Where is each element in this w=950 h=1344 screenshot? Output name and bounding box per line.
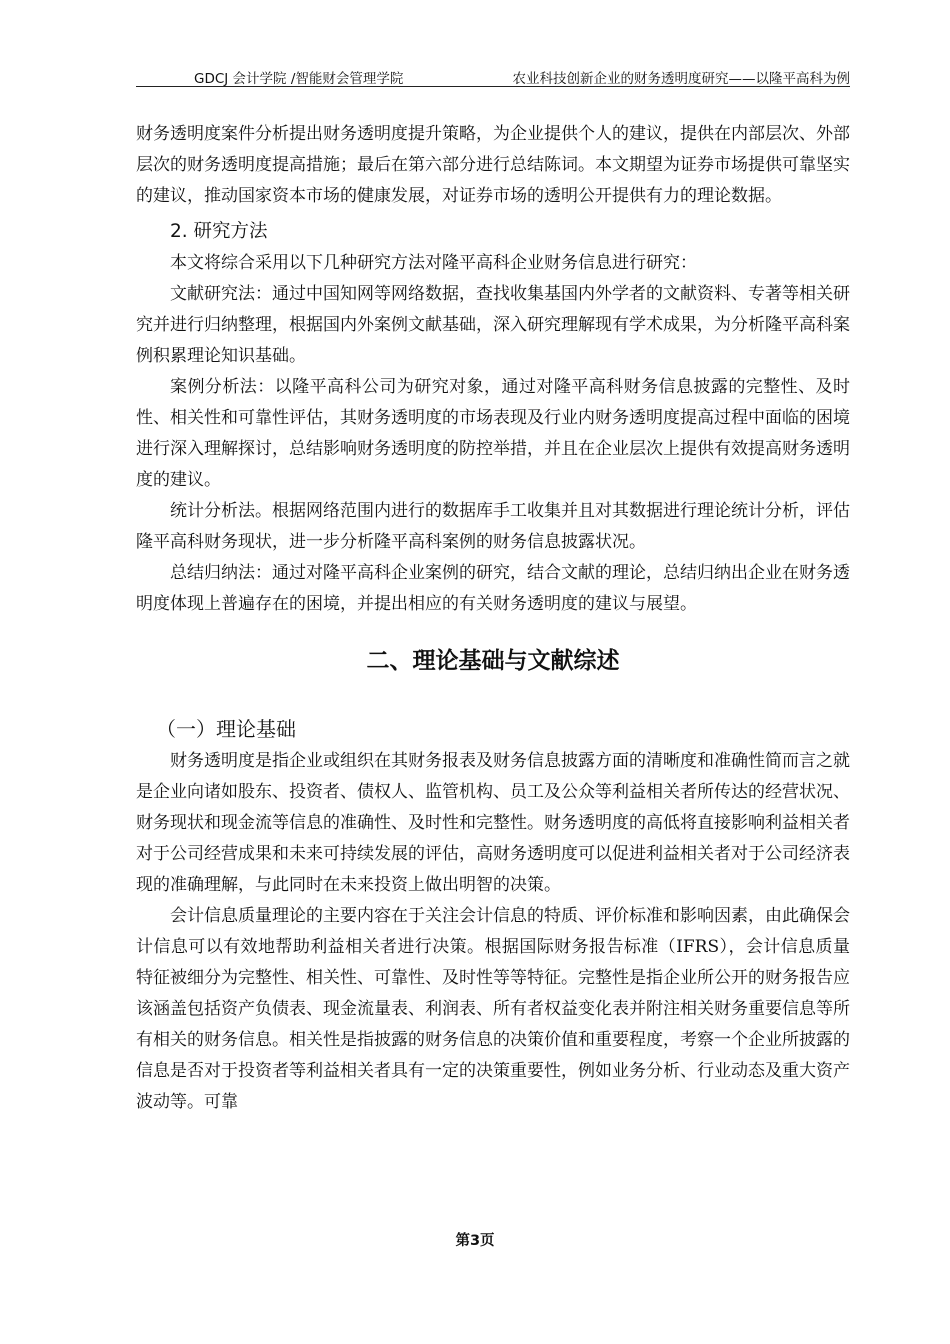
- section-title: （一）理论基础: [156, 717, 296, 741]
- header-thesis-title: 农业科技创新企业的财务透明度研究——以隆平高科为例: [512, 71, 850, 87]
- paragraph-methods-intro: 本文将综合采用以下几种研究方法对隆平高科企业财务信息进行研究：: [170, 253, 697, 273]
- paragraph-induction-method: 总结归纳法：通过对隆平高科企业案例的研究，结合文献的理论，总结归纳出企业在财务透明度体现上普遍存在的困境，并提出相应的有关财务透明度的建议与展望。: [136, 563, 850, 614]
- paragraph-literature-method: 文献研究法：通过中国知网等网络数据，查找收集基国内外学者的文献资料、专著等相关研究并进行归纳整理，根据国内外案例文献基础，深入研究理解现有学术成果，为分析隆平高科案例积累理论知识基础。: [136, 284, 850, 366]
- paragraph-structure-summary: 财务透明度案件分析提出财务透明度提升策略，为企业提供个人的建议，提供在内部层次、外部层次的财务透明度提高措施；最后在第六部分进行总结陈词。本文期望为证券市场提供可靠坚实的建议，推动国家资本市场的健康发展，对证券市场的透明公开提供有力的理论数据。: [136, 124, 850, 206]
- page-header: [136, 66, 850, 87]
- header-institution: GDCJ 会计学院 /智能财会管理学院: [194, 71, 404, 87]
- paragraph-statistics-method: 统计分析法。根据网络范围内进行的数据库手工收集并且对其数据进行理论统计分析，评估隆平高科财务现状，进一步分析隆平高科案例的财务信息披露状况。: [136, 501, 850, 552]
- page-content: [136, 119, 850, 1118]
- paragraph-transparency-definition: 财务透明度是指企业或组织在其财务报表及财务信息披露方面的清晰度和准确性简而言之就是企业向诸如股东、投资者、债权人、监管机构、员工及公众等利益相关者所传达的经营状况、财务现状和现金流等信息的准确性、及时性和完整性。财务透明度的高低将直接影响利益相关者对于公司经营成果和未来可持续发展的评估，高财务透明度可以促进利益相关者对于公司经济表现的准确理解，与此同时在未来投资上做出明智的决策。: [136, 751, 850, 895]
- paragraph-case-method: 案例分析法：以隆平高科公司为研究对象，通过对隆平高科财务信息披露的完整性、及时性、相关性和可靠性评估，其财务透明度的市场表现及行业内财务透明度提高过程中面临的困境进行深入理解探讨，总结影响财务透明度的防控举措，并且在企业层次上提供有效提高财务透明度的建议。: [136, 377, 850, 490]
- page-number: 第3页: [455, 1233, 495, 1249]
- paragraph-quality-theory: 会计信息质量理论的主要内容在于关注会计信息的特质、评价标准和影响因素，由此确保会计信息可以有效地帮助利益相关者进行决策。根据国际财务报告标准（IFRS），会计信息质量特征被细分为完整性、相关性、可靠性、及时性等等特征。完整性是指企业所公开的财务报告应该涵盖包括资产负债表、现金流量表、利润表、所有者权益变化表并附注相关财务重要信息等所有相关的财务信息。相关性是指披露的财务信息的决策价值和重要程度，考察一个企业所披露的信息是否对于投资者等利益相关者具有一定的决策重要性，例如业务分析、行业动态及重大资产波动等。可靠: [136, 906, 850, 1112]
- chapter-title: 二、理论基础与文献综述: [366, 648, 620, 674]
- heading-research-methods: 2. 研究方法: [170, 221, 268, 242]
